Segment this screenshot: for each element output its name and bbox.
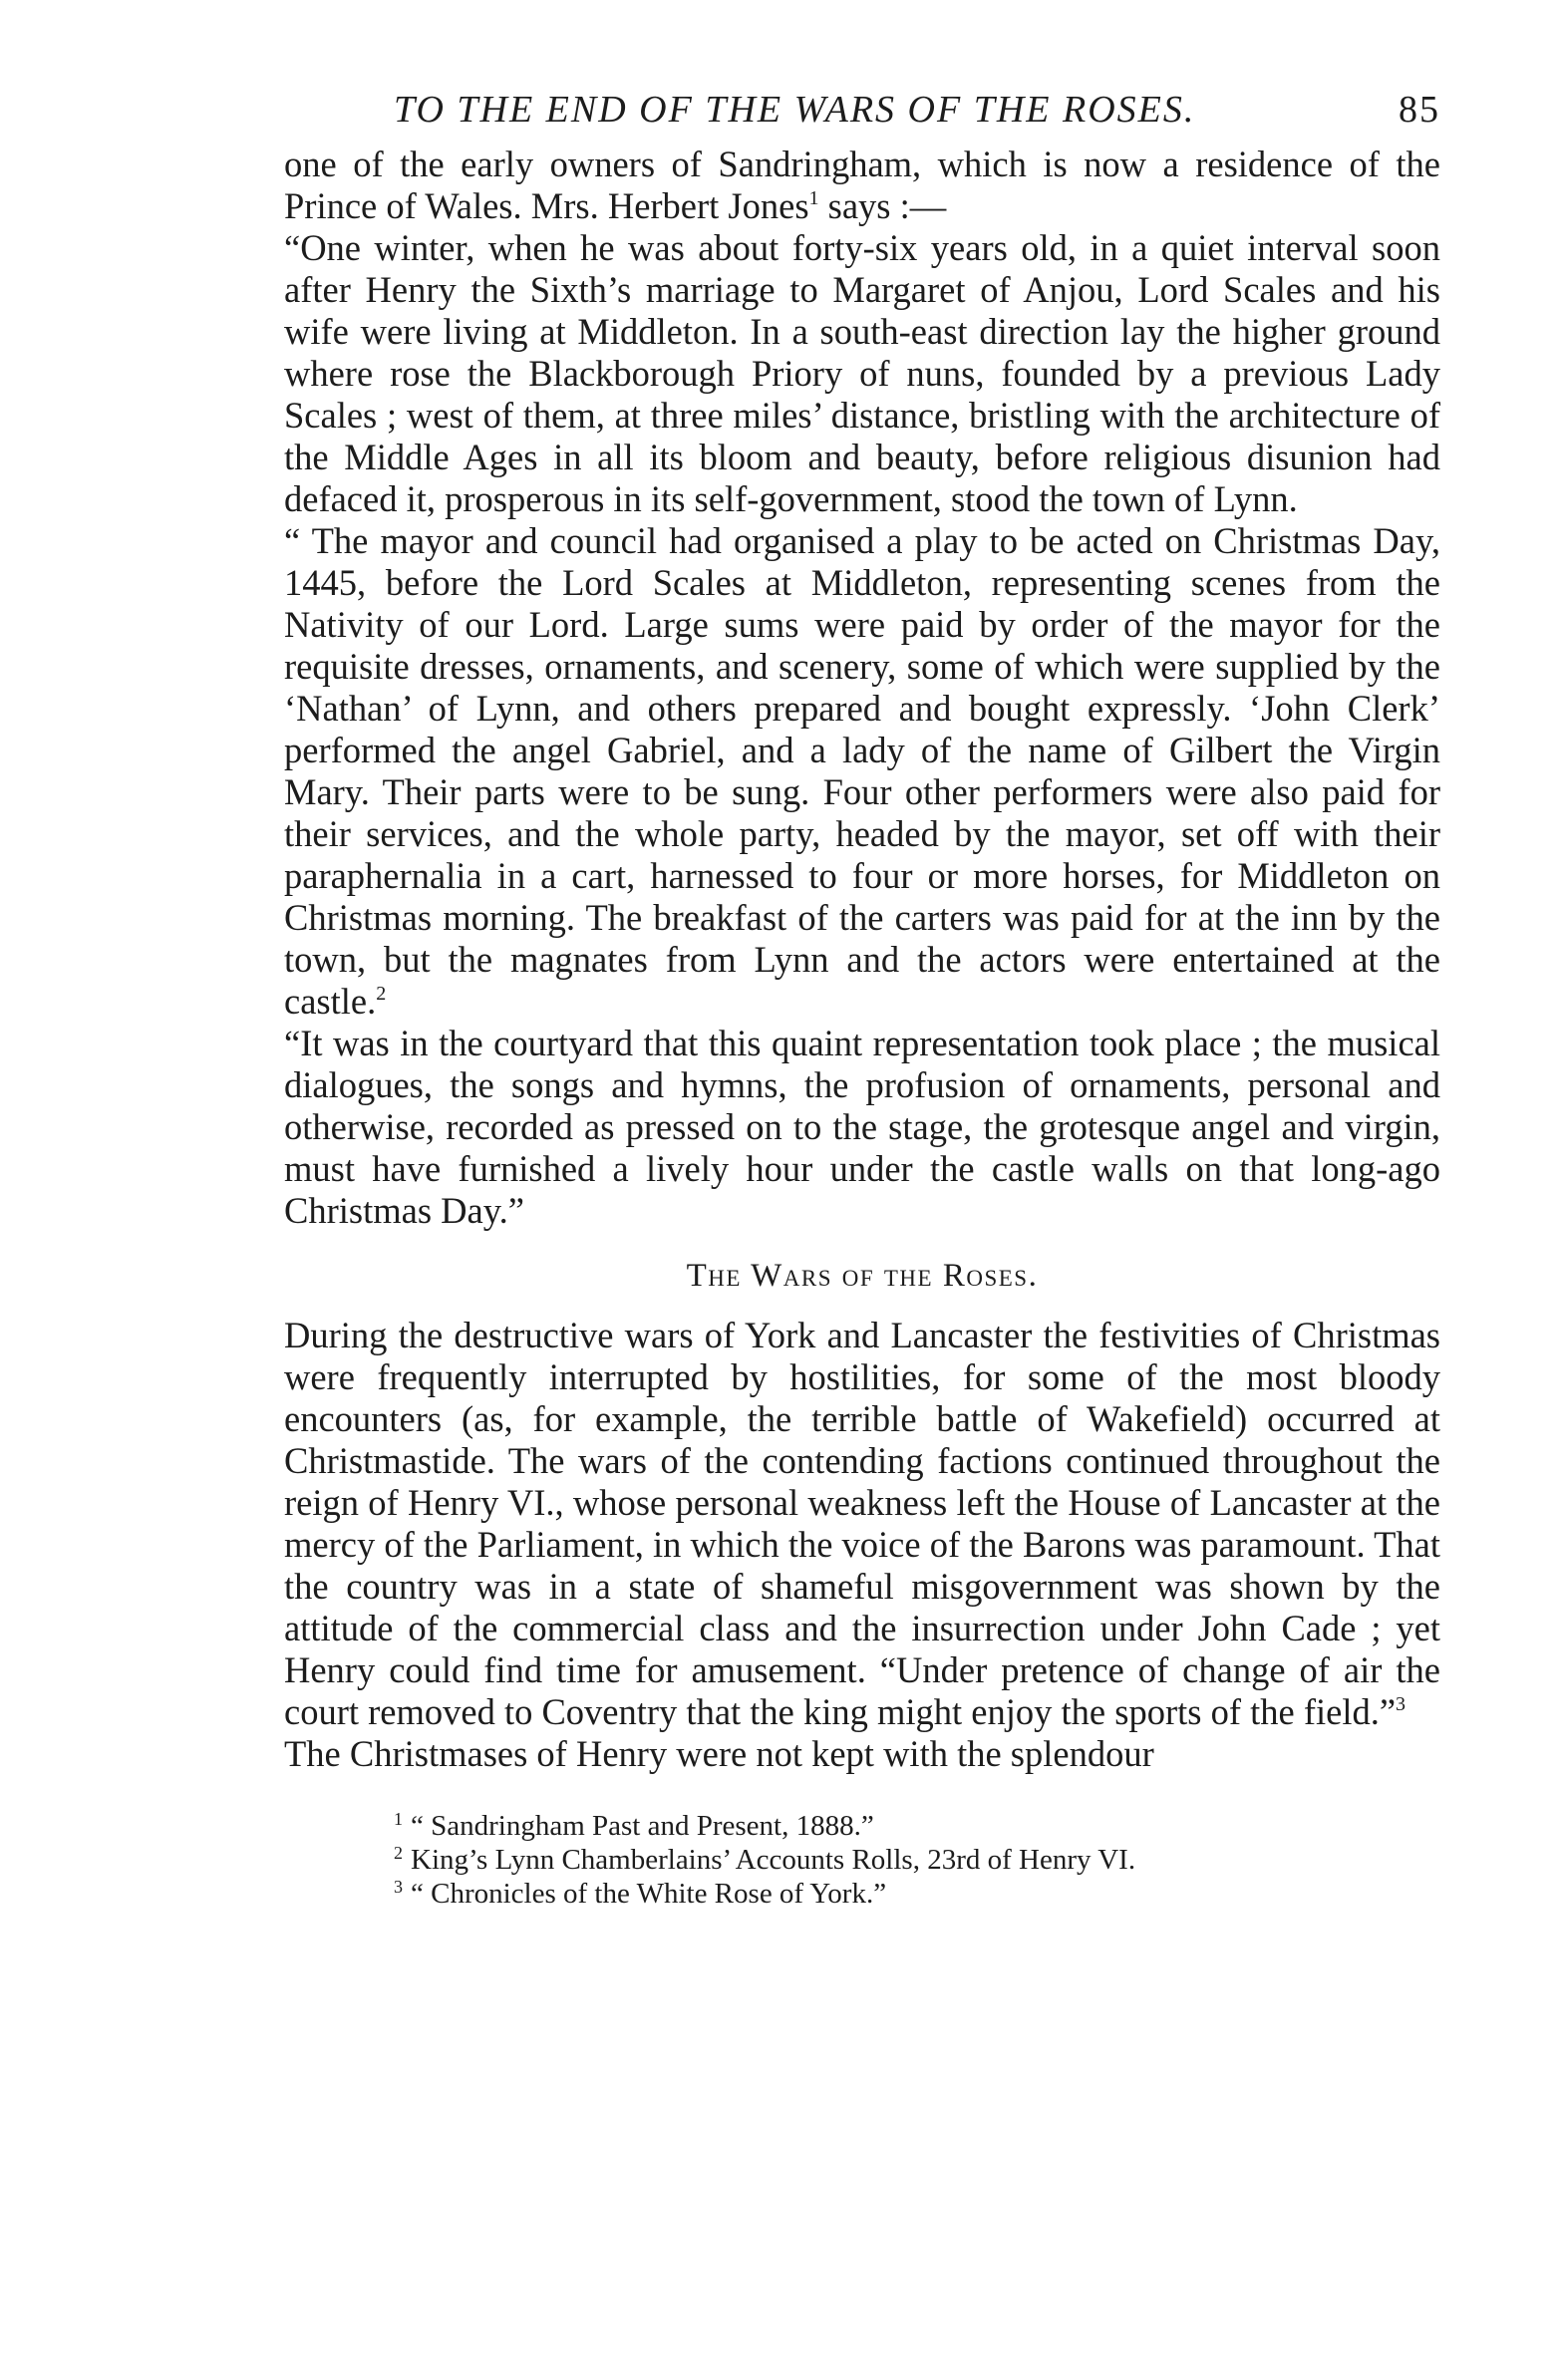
paragraph-text: “ The mayor and council had organised a play to be acted on Christmas Day, 1445, before the Lord Scales at Middleton, representing scenes from the Nativity of our Lord. Large sums were paid by order of the mayor for the requisite dresses, ornaments, and scenery, some of which were supplied by the ‘Nathan’ of Lynn, and others prepared and bought expressly. ‘John Clerk’ performed the angel Gabriel, and a lady of the name of Gilbert the Virgin Mary. Their parts were to be sung. Four other performers were also paid for their services, and the whole party, headed by the mayor, set off with their paraphernalia in a cart, harnessed to four or more horses, for Middleton on Christmas morning. The breakfast of the carters was paid for at the inn by the town, but the magnates from Lynn and the actors were entertained at the castle. bbox=[284, 520, 1440, 1022]
footnote-reference: 3 bbox=[1396, 1693, 1406, 1715]
footnote bbox=[394, 1809, 1440, 1843]
section-heading: The Wars of the Roses. bbox=[686, 1258, 1039, 1294]
footnote bbox=[394, 1877, 1440, 1911]
running-title: TO THE END OF THE WARS OF THE ROSES. bbox=[394, 89, 1196, 131]
paragraph-text: one of the early owners of Sandringham, which is now a residence of the Prince of Wales. Mrs. Herbert Jones bbox=[284, 144, 1440, 226]
running-head bbox=[284, 88, 1440, 144]
paragraph-text: During the destructive wars of York and Lancaster the festivities of Christmas were frequently interrupted by hostilities, for some of the most bloody encounters (as, for example, the terrible battle of Wakefield) occurred at Christmastide. The wars of the contending factions continued throughout the reign of Henry VI., whose personal weakness left the House of Lancaster at the mercy of the Parliament, in which the voice of the Barons was paramount. That the country was in a state of shameful misgovernment was shown by the attitude of the commercial class and the insurrection under John Cade ; yet Henry could find time for amusement. “Under pretence of change of air the court removed to Coventry that the king might enjoy the sports of the field.” bbox=[284, 1315, 1440, 1732]
paragraph-text-tail: says :— bbox=[818, 185, 947, 226]
quoted-paragraph bbox=[284, 520, 1440, 1023]
footnote-reference: 1 bbox=[808, 187, 819, 209]
footnote-text: “ Chronicles of the White Rose of York.” bbox=[411, 1878, 887, 1910]
paragraph-continuation bbox=[284, 144, 1440, 227]
footnote-mark: 3 bbox=[394, 1877, 403, 1897]
footnote bbox=[394, 1843, 1440, 1877]
footnote-mark: 1 bbox=[394, 1809, 403, 1829]
footnote-text: “ Sandringham Past and Present, 1888.” bbox=[411, 1810, 874, 1842]
footnote-text: King’s Lynn Chamberlains’ Accounts Rolls, 23rd of Henry VI. bbox=[411, 1844, 1136, 1876]
section-paragraph bbox=[284, 1315, 1440, 1733]
footnotes bbox=[284, 1809, 1440, 1911]
footnote-reference: 2 bbox=[376, 983, 387, 1005]
section-paragraph: The Christmases of Henry were not kept with the splendour bbox=[284, 1733, 1154, 1774]
book-page bbox=[284, 88, 1440, 1911]
quoted-paragraph: “One winter, when he was about forty-six years old, in a quiet interval soon after Henry the Sixth’s marriage to Margaret of Anjou, Lord Scales and his wife were living at Middleton. In a south-east direction lay the higher ground where rose the Blackborough Priory of nuns, founded by a previous Lady Scales ; west of them, at three miles’ distance, bristling with the architecture of the Middle Ages in all its bloom and beauty, before religious disunion had defaced it, prosperous in its self-government, stood the town of Lynn. bbox=[284, 227, 1440, 519]
quoted-paragraph: “It was in the courtyard that this quaint representation took place ; the musical dialogues, the songs and hymns, the profusion of ornaments, personal and otherwise, recorded as pressed on to the stage, the grotesque angel and virgin, must have furnished a lively hour under the castle walls on that long-ago Christmas Day.” bbox=[284, 1023, 1440, 1231]
page-number: 85 bbox=[1399, 89, 1440, 131]
footnote-mark: 2 bbox=[394, 1843, 403, 1863]
